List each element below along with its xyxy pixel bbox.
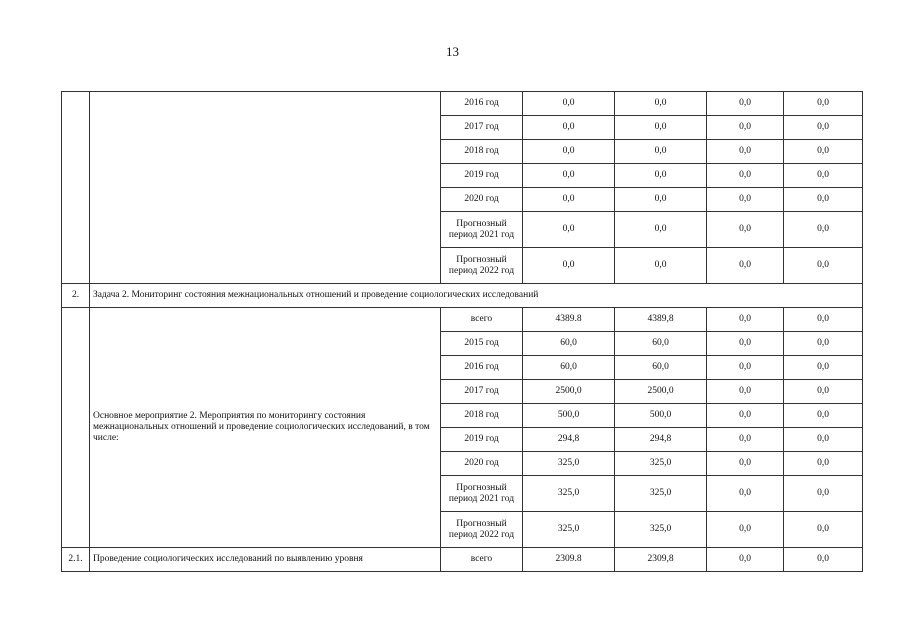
value-cell: 60,0 — [615, 332, 707, 356]
value-cell: 0,0 — [615, 248, 707, 284]
value-cell: 4389.8 — [523, 308, 615, 332]
value-cell: 0,0 — [784, 140, 863, 164]
value-cell: 0,0 — [707, 212, 784, 248]
value-cell: 0,0 — [707, 116, 784, 140]
task-number: 2. — [62, 284, 90, 308]
value-cell: 0,0 — [707, 356, 784, 380]
value-cell: 60,0 — [523, 332, 615, 356]
table-row — [62, 548, 863, 572]
value-cell: 0,0 — [784, 92, 863, 116]
value-cell: 0,0 — [707, 548, 784, 572]
year-cell: 2017 год — [441, 116, 523, 140]
year-cell: 2020 год — [441, 188, 523, 212]
year-cell: 2019 год — [441, 428, 523, 452]
value-cell: 0,0 — [523, 164, 615, 188]
year-cell: Прогнозный период 2022 год — [441, 248, 523, 284]
value-cell: 0,0 — [784, 452, 863, 476]
year-cell: Прогнозный период 2021 год — [441, 476, 523, 512]
value-cell: 0,0 — [784, 212, 863, 248]
year-cell: 2017 год — [441, 380, 523, 404]
value-cell: 0,0 — [784, 332, 863, 356]
value-cell: 500,0 — [523, 404, 615, 428]
year-cell: Прогнозный период 2021 год — [441, 212, 523, 248]
value-cell: 0,0 — [784, 248, 863, 284]
year-cell: 2018 год — [441, 140, 523, 164]
value-cell: 0,0 — [615, 164, 707, 188]
value-cell: 60,0 — [523, 356, 615, 380]
value-cell: 325,0 — [523, 452, 615, 476]
value-cell: 4389,8 — [615, 308, 707, 332]
value-cell: 0,0 — [615, 140, 707, 164]
value-cell: 0,0 — [784, 188, 863, 212]
value-cell: 0,0 — [615, 188, 707, 212]
page-number: 13 — [446, 44, 459, 59]
value-cell: 2500,0 — [523, 380, 615, 404]
table-row — [62, 308, 863, 332]
value-cell: 0,0 — [615, 212, 707, 248]
value-cell: 325,0 — [523, 476, 615, 512]
row-number-cell: 2.1. — [62, 548, 90, 572]
value-cell: 0,0 — [615, 116, 707, 140]
row-number-cell — [62, 92, 90, 284]
value-cell: 325,0 — [523, 512, 615, 548]
value-cell: 60,0 — [615, 356, 707, 380]
value-cell: 0,0 — [523, 92, 615, 116]
year-cell: 2018 год — [441, 404, 523, 428]
budget-table — [61, 91, 863, 572]
value-cell: 0,0 — [784, 512, 863, 548]
value-cell: 0,0 — [523, 248, 615, 284]
value-cell: 0,0 — [707, 428, 784, 452]
value-cell: 0,0 — [523, 140, 615, 164]
event-name-cell: Основное мероприятие 2. Мероприятия по мониторингу состояния межнациональных отношений и проведение социологических исследований, в том числе: — [90, 308, 441, 548]
year-cell: 2016 год — [441, 92, 523, 116]
row-number-cell — [62, 308, 90, 548]
value-cell: 0,0 — [707, 452, 784, 476]
value-cell: 2309,8 — [615, 548, 707, 572]
value-cell: 0,0 — [707, 476, 784, 512]
value-cell: 0,0 — [707, 188, 784, 212]
value-cell: 0,0 — [784, 308, 863, 332]
year-cell: всего — [441, 308, 523, 332]
value-cell: 500,0 — [615, 404, 707, 428]
year-cell: всего — [441, 548, 523, 572]
value-cell: 2309.8 — [523, 548, 615, 572]
value-cell: 0,0 — [707, 92, 784, 116]
value-cell: 0,0 — [784, 380, 863, 404]
value-cell: 0,0 — [784, 476, 863, 512]
value-cell: 0,0 — [523, 116, 615, 140]
value-cell: 294,8 — [523, 428, 615, 452]
value-cell: 0,0 — [784, 356, 863, 380]
value-cell: 0,0 — [707, 512, 784, 548]
value-cell: 0,0 — [707, 332, 784, 356]
value-cell: 0,0 — [707, 164, 784, 188]
value-cell: 0,0 — [523, 212, 615, 248]
value-cell: 0,0 — [784, 548, 863, 572]
year-cell: 2016 год — [441, 356, 523, 380]
task-row — [62, 284, 863, 308]
value-cell: 325,0 — [615, 512, 707, 548]
value-cell: 294,8 — [615, 428, 707, 452]
value-cell: 0,0 — [615, 92, 707, 116]
value-cell: 0,0 — [784, 428, 863, 452]
table-row — [62, 92, 863, 116]
value-cell: 325,0 — [615, 476, 707, 512]
year-cell: 2020 год — [441, 452, 523, 476]
value-cell: 0,0 — [707, 308, 784, 332]
value-cell: 0,0 — [784, 116, 863, 140]
task-title: Задача 2. Мониторинг состояния межнациональных отношений и проведение социологических исследований — [90, 284, 863, 308]
event-name-cell: Проведение социологических исследований по выявлению уровня — [90, 548, 441, 572]
event-name-cell — [90, 92, 441, 284]
value-cell: 0,0 — [784, 404, 863, 428]
value-cell: 0,0 — [784, 164, 863, 188]
year-cell: 2019 год — [441, 164, 523, 188]
value-cell: 0,0 — [707, 380, 784, 404]
year-cell: Прогнозный период 2022 год — [441, 512, 523, 548]
value-cell: 325,0 — [615, 452, 707, 476]
value-cell: 0,0 — [707, 248, 784, 284]
value-cell: 0,0 — [707, 140, 784, 164]
value-cell: 0,0 — [523, 188, 615, 212]
value-cell: 2500,0 — [615, 380, 707, 404]
year-cell: 2015 год — [441, 332, 523, 356]
value-cell: 0,0 — [707, 404, 784, 428]
